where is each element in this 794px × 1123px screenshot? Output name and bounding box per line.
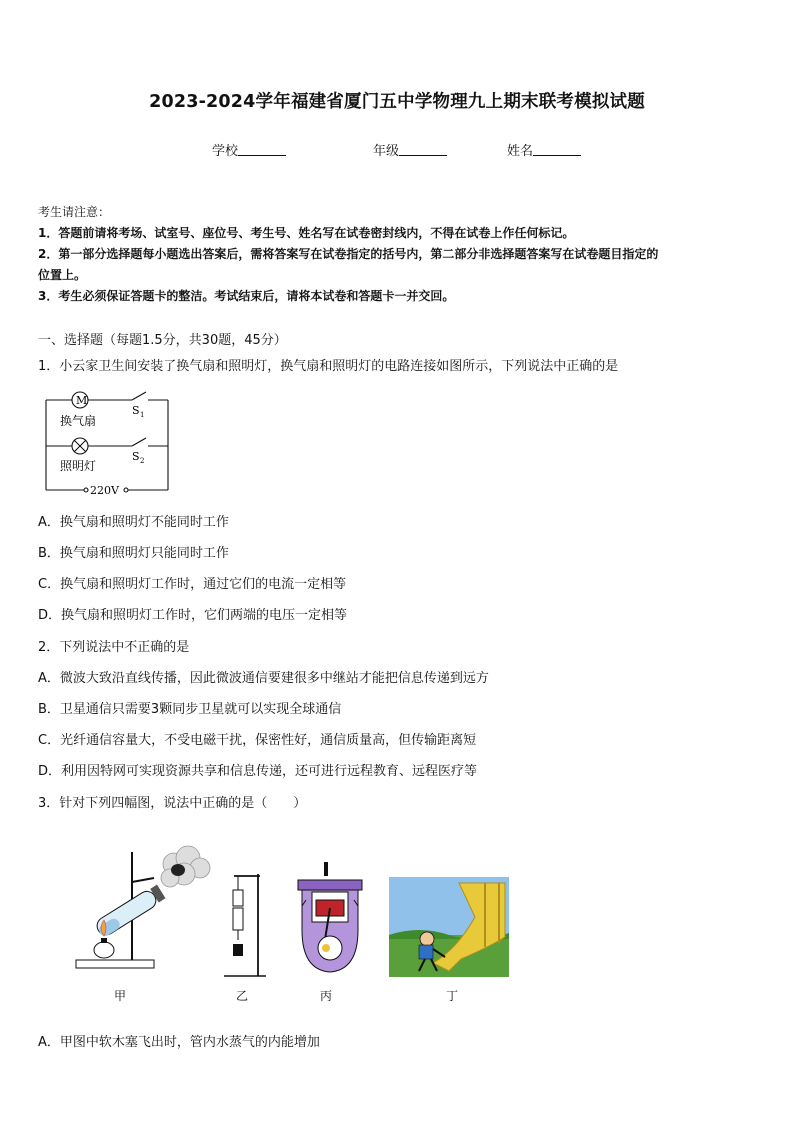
lamp-label: 照明灯: [60, 459, 97, 473]
q2-option-c[interactable]: C．光纤通信容量大，不受电磁干扰，保密性好，通信质量高，但传输距离短: [38, 733, 477, 748]
caption-bing: 丙: [320, 989, 333, 1003]
section-heading: 一、选择题（每题1.5分，共30题，45分）: [38, 333, 287, 348]
notice-heading: 考生请注意：: [38, 205, 111, 219]
caption-ding: 丁: [446, 989, 459, 1003]
switch-s1-label: S: [132, 404, 140, 417]
q3-stem: 3．针对下列四幅图，说法中正确的是（ ）: [38, 796, 307, 811]
q2-option-a[interactable]: A．微波大致沿直线传播，因此微波通信要建很多中继站才能把信息传递到远方: [38, 671, 489, 686]
page-title: 2023-2024学年福建省厦门五中学物理九上期末联考模拟试题: [149, 92, 645, 112]
figure-yi: [220, 868, 270, 980]
figure-bing: [290, 860, 370, 980]
q1-option-d[interactable]: D．换气扇和照明灯工作时，它们两端的电压一定相等: [38, 608, 348, 623]
grade-field[interactable]: [373, 140, 447, 159]
switch-s2-subscript: 2: [140, 457, 145, 465]
motor-symbol: M: [76, 394, 88, 407]
q2-stem: 2．下列说法中不正确的是: [38, 640, 190, 655]
grade-blank[interactable]: [399, 143, 447, 156]
fan-label: 换气扇: [60, 414, 97, 428]
voltage-label: 220V: [90, 484, 119, 497]
grade-label: 年级: [373, 144, 400, 159]
school-field[interactable]: [212, 140, 286, 159]
q2-option-d[interactable]: D．利用因特网可实现资源共享和信息传递，还可进行远程教育、远程医疗等: [38, 764, 478, 779]
q1-option-b[interactable]: B．换气扇和照明灯只能同时工作: [38, 546, 229, 561]
school-blank[interactable]: [238, 143, 286, 156]
q1-option-c[interactable]: C．换气扇和照明灯工作时，通过它们的电流一定相等: [38, 577, 347, 592]
notice-item-1: 1．答题前请将考场、试室号、座位号、考生号、姓名写在试卷密封线内，不得在试卷上作任何标记。: [38, 226, 575, 240]
q1-stem: 1．小云家卫生间安装了换气扇和照明灯，换气扇和照明灯的电路连接如图所示，下列说法中正确的是: [38, 359, 619, 374]
caption-yi: 乙: [236, 989, 249, 1003]
notice-item-2-cont: 位置上。: [38, 268, 87, 282]
q3-option-a[interactable]: A．甲图中软木塞飞出时，管内水蒸气的内能增加: [38, 1035, 320, 1050]
figure-jia: [74, 842, 214, 977]
name-blank[interactable]: [533, 143, 581, 156]
caption-jia: 甲: [114, 989, 127, 1003]
q1-option-a[interactable]: A．换气扇和照明灯不能同时工作: [38, 515, 229, 530]
switch-s1-subscript: 1: [140, 411, 145, 419]
q2-option-b[interactable]: B．卫星通信只需要3颗同步卫星就可以实现全球通信: [38, 702, 342, 717]
notice-item-2: 2．第一部分选择题每小题选出答案后，需将答案写在试卷指定的括号内，第二部分非选择题答案写在试卷题目指定的: [38, 247, 659, 261]
switch-s2-label: S: [132, 450, 140, 463]
name-label: 姓名: [507, 144, 534, 159]
school-label: 学校: [212, 144, 239, 159]
circuit-diagram: [40, 388, 180, 498]
notice-item-3: 3．考生必须保证答题卡的整洁。考试结束后，请将本试卷和答题卡一并交回。: [38, 289, 455, 303]
figure-ding: [389, 877, 509, 977]
name-field[interactable]: [507, 140, 581, 159]
